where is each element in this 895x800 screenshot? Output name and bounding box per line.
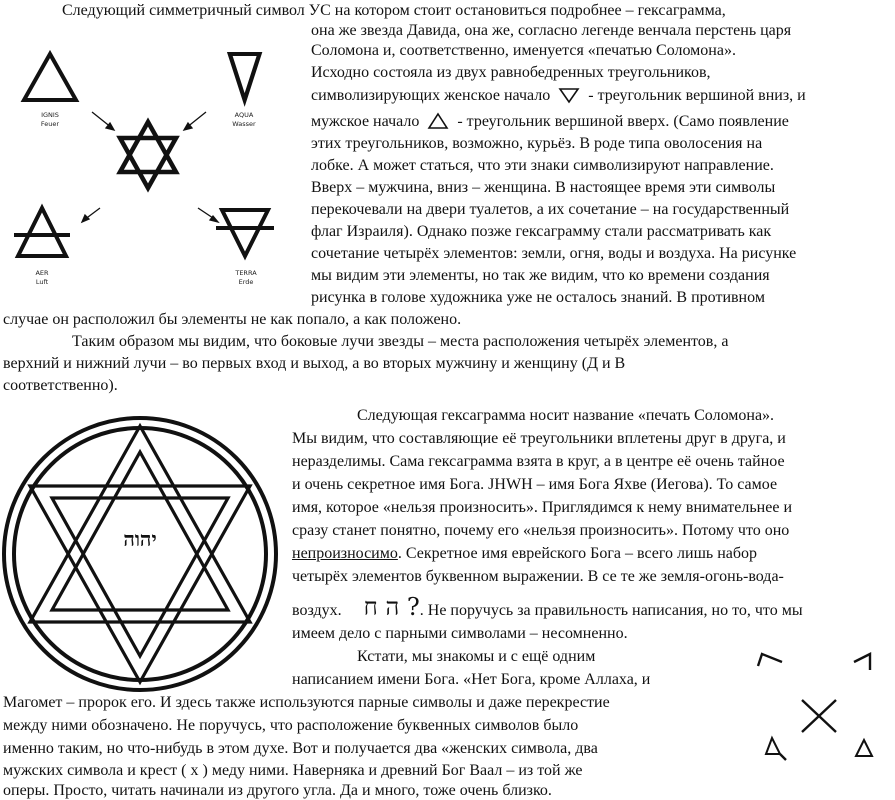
s2-line-4: и очень секретное имя Бога. JHWH – имя Бога Яхве (Иегова). То самое — [292, 476, 778, 493]
s2-line-13: Магомет – пророк его. И здесь также используются парные символы и даже перекрестие — [3, 694, 610, 711]
elements-figure — [0, 30, 300, 330]
s2-line-17: оперы. Просто, читать начинали из другого угла. Да и много, тоже очень близко. — [3, 782, 552, 799]
male-triangle-icon — [427, 113, 449, 129]
s1-line-5a: символизирующих женское начало — [311, 87, 551, 104]
s1-line-6a: мужское начало — [311, 113, 420, 130]
s2-line-12: написанием имени Бога. «Нет Бога, кроме Аллаха, и — [292, 671, 651, 688]
s2-line-7 — [292, 544, 757, 563]
s2-line-2: Мы видим, что составляющие её треугольники вплетены друг в друга, и — [292, 430, 786, 447]
s1-line-12: сочетание четырёх элементов: земли, огня, воды и воздуха. На рисунке — [311, 245, 797, 262]
s2-line-7a: непроизносимо — [292, 545, 398, 562]
corner-symbols-icon — [752, 640, 892, 770]
s1-line-6 — [311, 112, 789, 131]
seal-of-solomon-icon — [0, 412, 290, 702]
star-of-david-icon — [120, 122, 176, 188]
s2-line-16: мужских символа и крест ( х ) меду ними. Наверняка и древний Бог Ваал – из той же — [3, 762, 583, 779]
s2-line-11: Кстати, мы знакомы и с ещё одним — [357, 648, 596, 665]
s2-line-5: имя, которое «нельзя произносить». Приглядимся к нему внимательнее и — [292, 499, 793, 516]
fire-label: IGNIS — [41, 111, 59, 119]
s2-line-6: сразу станет понятно, почему его «нельзя произносить». Потому что оно — [292, 522, 790, 539]
s1-line-10: перекочевали на двери туалетов, а их сочетание – на государственный — [311, 201, 790, 218]
s1-line-4: Исходно состояла из двух равнобедренных треугольников, — [311, 64, 711, 81]
water-sublabel: Wasser — [232, 120, 256, 128]
air-triangle-icon — [14, 208, 70, 256]
s1-line-5b: - треугольник вершиной вниз, и — [588, 87, 806, 104]
s1-line-14: рисунка в голове художника уже не осталось знаний. В противном — [311, 289, 765, 306]
hebrew-letters: ה ח ? — [363, 593, 420, 621]
s1-line-11: флаг Израиля). Однако позже гексаграмму стали рассматривать как — [311, 223, 772, 240]
s2-line-9a: воздух. — [292, 602, 342, 619]
s1-line-6b: - треугольник вершиной вверх. (Само появление — [457, 113, 789, 130]
fire-triangle-icon — [24, 54, 76, 100]
fire-sublabel: Feuer — [40, 120, 60, 128]
female-triangle-icon — [558, 87, 580, 103]
s1-line-5 — [311, 86, 806, 105]
air-sublabel: Luft — [35, 278, 49, 286]
s2-line-10: имеем дело с парными символами – несомненно. — [292, 625, 628, 642]
s2-line-15: именно таким, но что-нибудь в этом духе. Вот и получается два «женских символа, два — [3, 740, 598, 757]
seal-center-name: יהוה — [123, 527, 157, 551]
earth-sublabel: Erde — [238, 278, 254, 286]
s1-line-8: лобке. А может статься, что эти знаки символизируют направление. — [311, 157, 774, 174]
s1-line-7: этих треугольников, возможно, курьёз. В роде типа оволосения на — [311, 135, 763, 152]
s2-line-9b: . Не поручусь за правильность написания, но то, что мы — [419, 602, 803, 619]
s2-line-7b: . Секретное имя еврейского Бога – всего лишь набор — [397, 545, 757, 562]
s2-line-8: четырёх элементов буквенном выражении. В се те же земля-огонь-вода- — [292, 568, 784, 585]
s1-line-15: случае он расположил бы элементы не как попало, а как положено. — [3, 311, 462, 328]
s1-line-3: Соломона и, соответственно, именуется «печатью Соломона». — [311, 42, 736, 59]
s1-line-18: соответственно). — [3, 377, 118, 394]
water-label: AQUA — [234, 111, 254, 119]
s1-line-2: она же звезда Давида, она же, согласно легенде венчала перстень царя — [311, 22, 792, 39]
s1-line-17: верхний и нижний лучи – во первых вход и выход, а во вторых мужчину и женщину (Д и В — [3, 355, 626, 372]
cross-x-icon — [802, 700, 836, 732]
s2-line-9 — [292, 593, 803, 621]
s2-line-3: неразделимы. Сама гексаграмма взята в круг, а в центре её очень тайное — [292, 453, 785, 470]
water-triangle-icon — [230, 54, 260, 100]
s1-line-9: Вверх – мужчина, вниз – женщина. В настоящее время эти символы — [311, 179, 776, 196]
s2-line-14: между ними обозначено. Не поручусь, что расположение буквенных символов было — [3, 717, 579, 734]
air-label: AER — [35, 269, 49, 277]
s2-line-1: Следующая гексаграмма носит название «печать Соломона». — [357, 407, 775, 424]
earth-triangle-icon — [216, 210, 274, 256]
earth-label: TERRA — [235, 269, 257, 277]
s1-line-1: Следующий симметричный символ УС на котором стоит остановиться подробнее – гексаграмма, — [62, 2, 726, 19]
s1-line-16: Таким образом мы видим, что боковые лучи звезды – места расположения четырёх элементов, а — [72, 333, 729, 350]
s1-line-13: мы видим эти элементы, но так же видим, что ко времени создания — [311, 267, 770, 284]
